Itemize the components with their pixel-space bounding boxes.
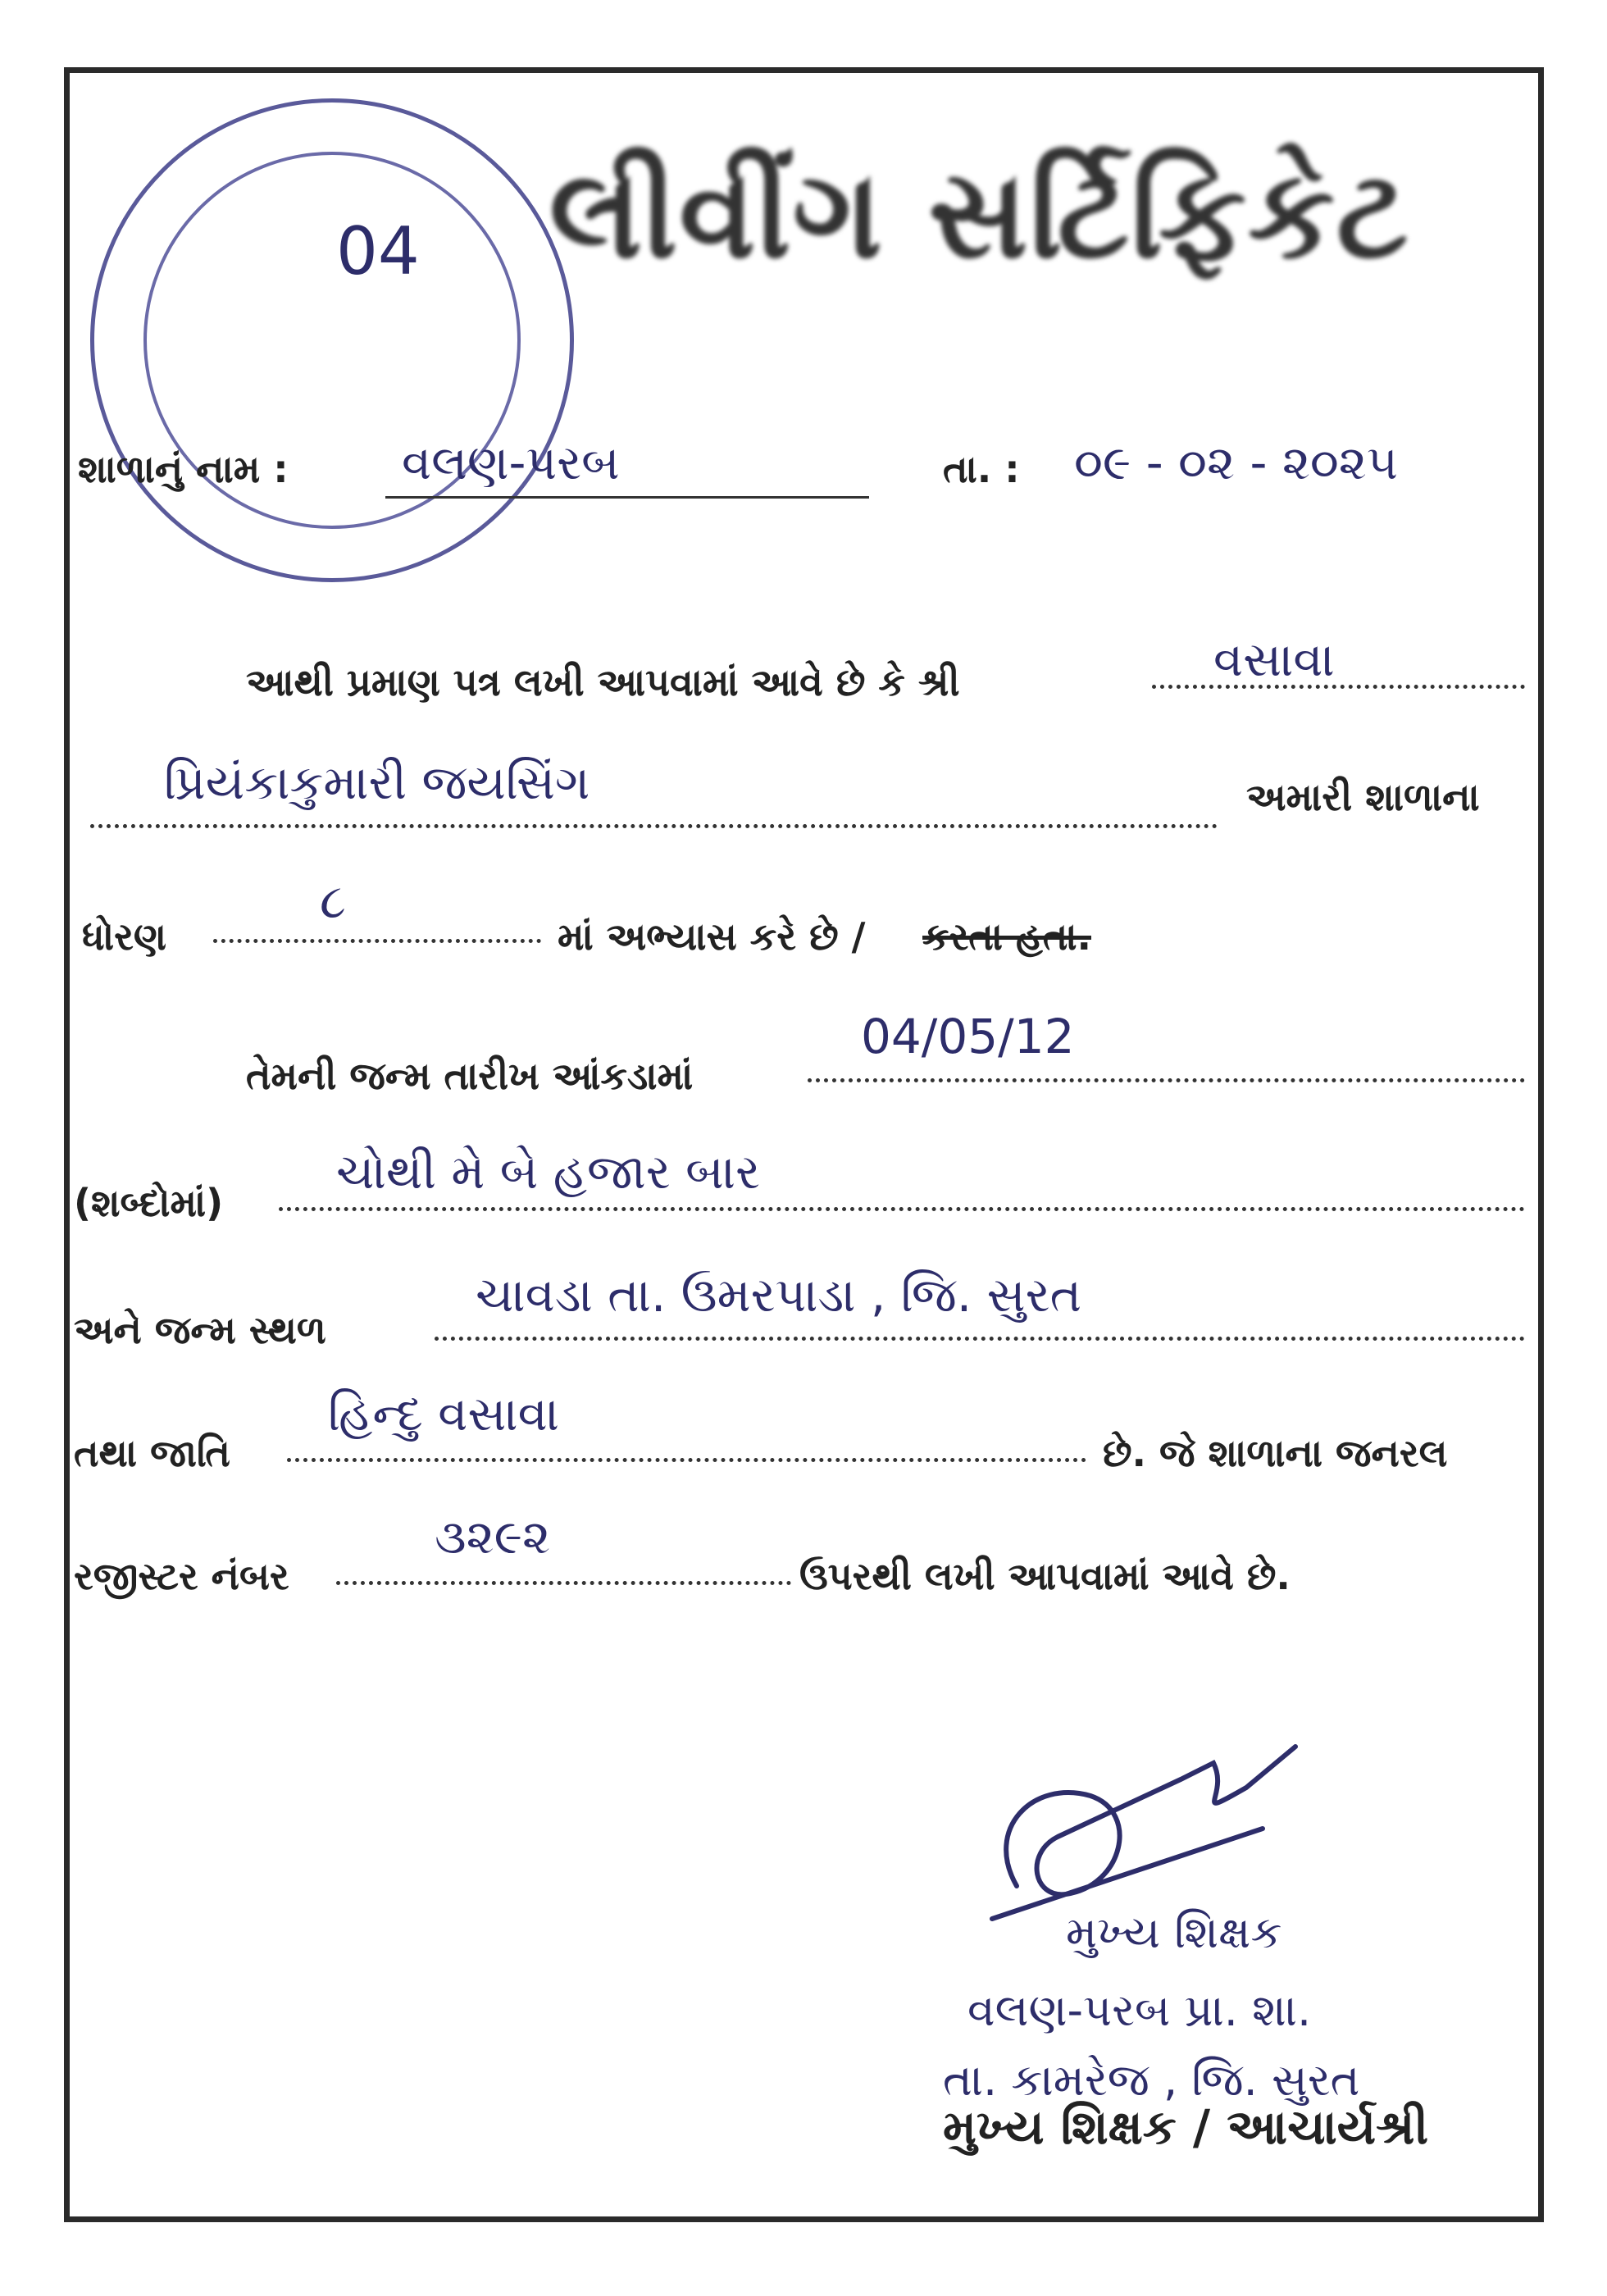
stamp-line-school: વલણ-પરબ પ્રા. શા. [967, 1984, 1312, 2036]
line2-suffix: અમારી શાળાના [1246, 775, 1480, 819]
line4-value: 04/05/12 [861, 1009, 1075, 1064]
line7-suffix: છે. જે શાળાના જનરલ [1103, 1431, 1448, 1475]
line3-struck: કરતા હતા. [922, 914, 1091, 959]
line1-value: વસાવા [1213, 631, 1335, 687]
line3-prefix: ધોરણ [82, 914, 166, 959]
line8-prefix: રજીસ્ટર નંબર [74, 1554, 289, 1598]
line6-dots [435, 1328, 1525, 1341]
line8-suffix: ઉપરથી લખી આપવામાં આવે છે. [799, 1554, 1291, 1598]
date-value: ૦૯ - ૦૨ - ૨૦૨૫ [1074, 435, 1398, 490]
line2-value: પ્રિયંકાકુમારી જયસિંગ [164, 754, 590, 810]
serial-number: 04 [336, 213, 420, 289]
line6-value: ચાવડા તા. ઉમરપાડા , જિ. સુરત [476, 1267, 1082, 1323]
line5-value: ચોથી મે બે હજાર બાર [336, 1144, 760, 1200]
line3-suffix: માં અભ્યાસ કરે છે / [558, 914, 866, 959]
line6-prefix: અને જન્મ સ્થળ [74, 1308, 326, 1352]
school-name-label: શાળાનું નામ : [78, 447, 289, 491]
line7-value: હિન્દુ વસાવા [328, 1386, 559, 1442]
school-name-value: વલણ-પરબ [402, 435, 620, 490]
line7-prefix: તથા જાતિ [74, 1431, 230, 1475]
line8-value: ૩૨૯૨ [435, 1509, 551, 1565]
line8-dots [336, 1573, 791, 1585]
line2-dots [90, 816, 1218, 828]
stamp-line-taluka: તા. કામરેજ , જિ. સુરત [943, 2054, 1360, 2106]
school-round-stamp [90, 98, 574, 582]
line1-prefix: આથી પ્રમાણ પત્ર લખી આપવામાં આવે છે કે શ્રી [246, 660, 960, 704]
line3-value: ૮ [320, 873, 346, 929]
school-name-underline [385, 496, 869, 499]
line7-dots [287, 1450, 1086, 1462]
date-label: તા. : [943, 447, 1020, 491]
line5-prefix: (શબ્દોમાં) [74, 1181, 224, 1225]
certificate-title: લીવીંગ સર્ટિફિકેટ [549, 144, 1410, 286]
stamp-line-head-teacher: મુખ્ય શિક્ષક [1066, 1906, 1282, 1958]
line5-dots [279, 1199, 1525, 1211]
line3-dots [213, 931, 541, 943]
line4-dots [808, 1070, 1525, 1082]
line1-dots [1152, 676, 1525, 689]
footer-signatory: મુખ્ય શિક્ષક / આચાર્યશ્રી [943, 2099, 1429, 2155]
line4-prefix: તેમની જન્મ તારીખ આંકડામાં [246, 1054, 694, 1098]
